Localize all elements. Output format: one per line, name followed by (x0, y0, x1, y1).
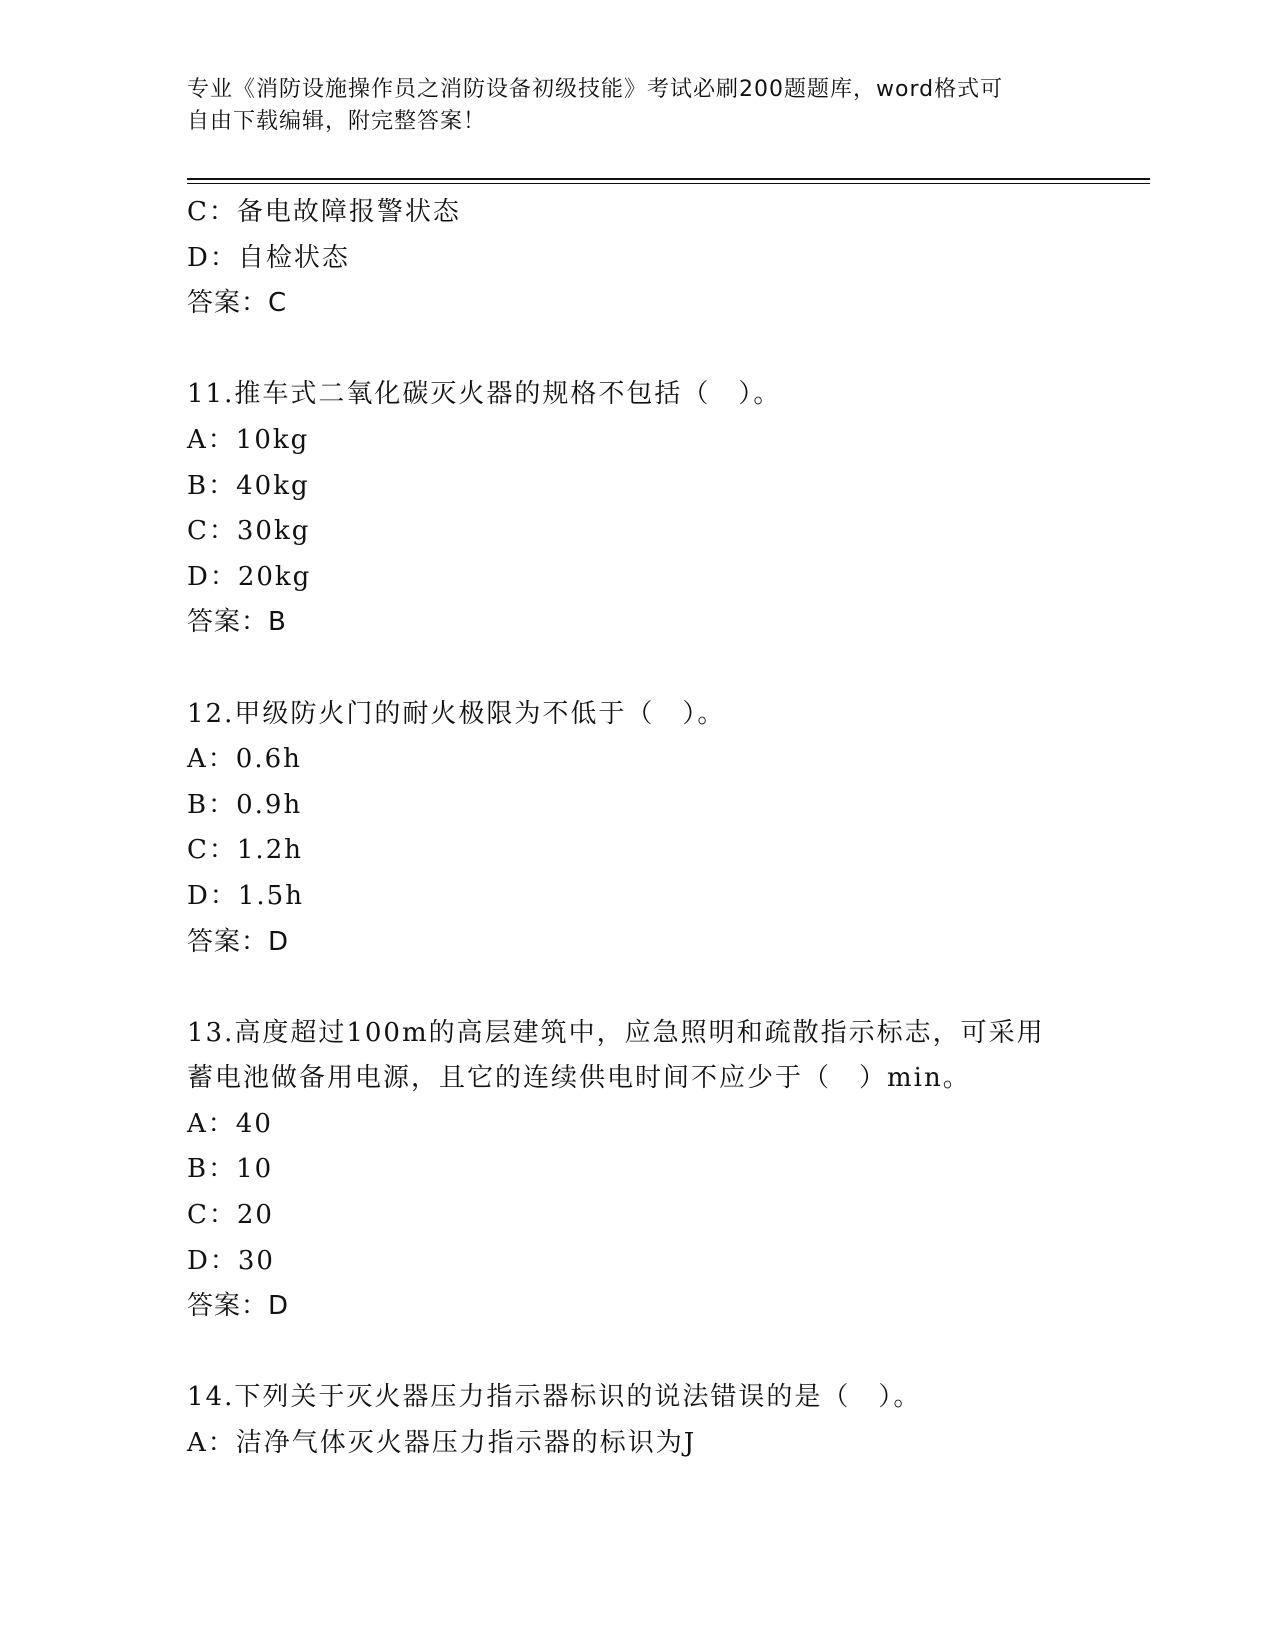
question-10-tail (187, 190, 1087, 327)
question-13 (187, 1011, 1087, 1330)
header-line-2: 自由下载编辑，附完整答案！ (187, 109, 487, 134)
option-c: C：备电故障报警状态 (187, 197, 461, 227)
option-a: A：洁净气体灭火器压力指示器的标识为J (187, 1428, 697, 1459)
option-b: B：0.9h (187, 789, 303, 820)
question-stem: 14.下列关于灭火器压力指示器标识的说法错误的是（ ）。 (187, 1382, 922, 1413)
option-a: A：10kg (187, 424, 310, 455)
header-line-1: 专业《消防设施操作员之消防设备初级技能》考试必刷200题题库，word格式可 (187, 77, 1004, 102)
question-11 (187, 372, 1087, 646)
question-stem: 12.甲级防火门的耐火极限为不低于（ ）。 (187, 698, 726, 729)
spacer (187, 965, 1087, 1011)
spacer (187, 327, 1087, 373)
option-a: A：0.6h (187, 744, 302, 775)
answer: 答案：B (187, 607, 287, 638)
option-b: B：10 (187, 1154, 274, 1185)
header-divider-thin (187, 183, 1150, 184)
option-d: D：自检状态 (187, 242, 350, 273)
option-c: C：1.2h (187, 835, 303, 866)
spacer (187, 646, 1087, 692)
question-14 (187, 1375, 1087, 1466)
option-c: C：20 (187, 1200, 274, 1231)
answer: 答案：D (187, 926, 290, 957)
document-header (187, 74, 1087, 138)
option-d: D：20kg (187, 561, 312, 592)
option-d: D：1.5h (187, 880, 304, 911)
question-stem-line-1: 13.高度超过100m的高层建筑中，应急照明和疏散指示标志，可采用 (187, 1017, 1045, 1048)
question-list (187, 190, 1087, 1467)
spacer (187, 1330, 1087, 1376)
option-c: C：30kg (187, 516, 311, 547)
question-stem-line-2: 蓄电池做备用电源，且它的连续供电时间不应少于（ ）min。 (187, 1063, 971, 1094)
answer: 答案：D (187, 1291, 290, 1322)
header-divider-thick (187, 178, 1150, 180)
option-b: B：40kg (187, 470, 310, 501)
option-a: A：40 (187, 1108, 273, 1139)
option-d: D：30 (187, 1245, 275, 1276)
question-stem: 11.推车式二氧化碳灭火器的规格不包括（ ）。 (187, 379, 782, 410)
answer: 答案：C (187, 288, 288, 319)
question-12 (187, 692, 1087, 966)
